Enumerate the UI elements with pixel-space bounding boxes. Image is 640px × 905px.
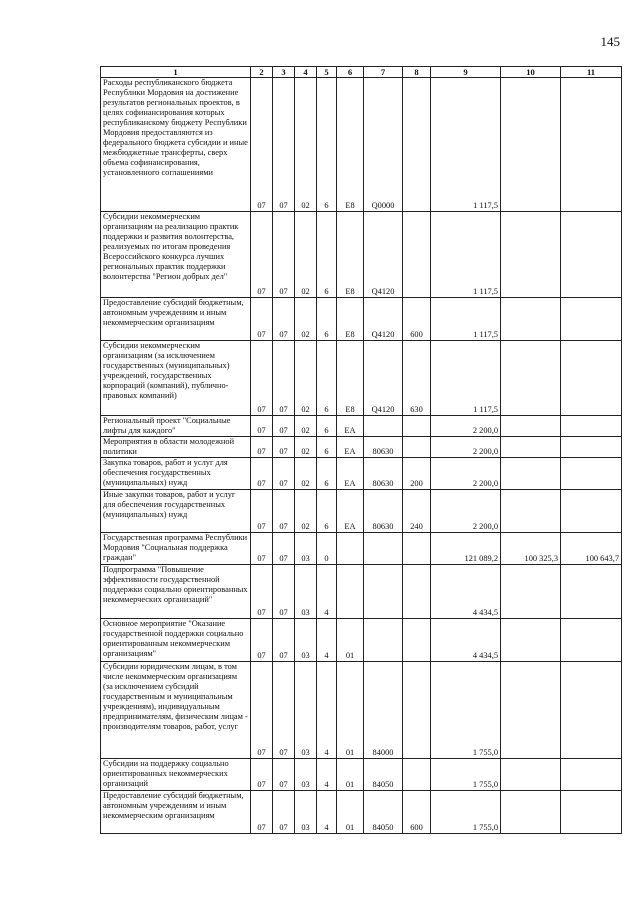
cell-c10 xyxy=(501,791,561,834)
cell-c2: 07 xyxy=(251,791,273,834)
cell-c11 xyxy=(561,341,622,416)
cell-c10 xyxy=(501,416,561,437)
row-name-cell: Расходы республиканского бюджета Республики Мордовия на достижение результатов региональных проектов, в целях софинансирования которых республиканскому бюджету Республики Мордовия предоставляются из федерального бюджета субсидии и иные межбюджетные трансферты, сверх объема софинансирования, установленного соглашениями xyxy=(101,78,251,212)
column-header-4: 4 xyxy=(295,67,317,78)
cell-c7 xyxy=(364,533,403,565)
cell-c9: 1 755,0 xyxy=(431,662,501,759)
cell-c2: 07 xyxy=(251,759,273,791)
cell-c9: 4 434,5 xyxy=(431,565,501,619)
cell-c7: 80630 xyxy=(364,458,403,490)
column-header-11: 11 xyxy=(561,67,622,78)
table-row xyxy=(101,212,622,298)
cell-c6 xyxy=(337,565,364,619)
cell-c10 xyxy=(501,565,561,619)
cell-c6: EA xyxy=(337,416,364,437)
cell-c10: 100 325,3 xyxy=(501,533,561,565)
cell-c3: 07 xyxy=(273,565,295,619)
table-row xyxy=(101,662,622,759)
cell-c2: 07 xyxy=(251,341,273,416)
cell-c4: 02 xyxy=(295,341,317,416)
table-row xyxy=(101,298,622,341)
column-header-7: 7 xyxy=(364,67,403,78)
table-row xyxy=(101,533,622,565)
cell-c7 xyxy=(364,416,403,437)
cell-c9: 2 200,0 xyxy=(431,437,501,458)
cell-c5: 6 xyxy=(317,298,337,341)
cell-c4: 02 xyxy=(295,416,317,437)
cell-c4: 03 xyxy=(295,759,317,791)
cell-c11 xyxy=(561,619,622,662)
cell-c11: 100 643,7 xyxy=(561,533,622,565)
cell-c5: 4 xyxy=(317,662,337,759)
cell-c10 xyxy=(501,662,561,759)
row-name-cell: Предоставление субсидий бюджетным, автономным учреждениям и иным некоммерческим организациям xyxy=(101,791,251,834)
cell-c8 xyxy=(403,533,431,565)
row-name-cell: Иные закупки товаров, работ и услуг для обеспечения государственных (муниципальных) нужд xyxy=(101,490,251,533)
cell-c2: 07 xyxy=(251,78,273,212)
cell-c8 xyxy=(403,759,431,791)
cell-c7: Q4120 xyxy=(364,298,403,341)
cell-c11 xyxy=(561,416,622,437)
cell-c4: 02 xyxy=(295,437,317,458)
cell-c2: 07 xyxy=(251,298,273,341)
cell-c2: 07 xyxy=(251,533,273,565)
cell-c3: 07 xyxy=(273,458,295,490)
cell-c9: 1 755,0 xyxy=(431,759,501,791)
cell-c2: 07 xyxy=(251,565,273,619)
cell-c4: 02 xyxy=(295,298,317,341)
cell-c6 xyxy=(337,533,364,565)
cell-c10 xyxy=(501,212,561,298)
cell-c3: 07 xyxy=(273,416,295,437)
cell-c7: 80630 xyxy=(364,490,403,533)
cell-c11 xyxy=(561,662,622,759)
cell-c9: 1 117,5 xyxy=(431,212,501,298)
row-name-cell: Предоставление субсидий бюджетным, автономным учреждениям и иным некоммерческим организациям xyxy=(101,298,251,341)
cell-c6: E8 xyxy=(337,341,364,416)
cell-c3: 07 xyxy=(273,437,295,458)
cell-c5: 4 xyxy=(317,619,337,662)
cell-c6: EA xyxy=(337,437,364,458)
cell-c6: 01 xyxy=(337,619,364,662)
cell-c8 xyxy=(403,212,431,298)
cell-c6: 01 xyxy=(337,759,364,791)
cell-c3: 07 xyxy=(273,533,295,565)
cell-c10 xyxy=(501,759,561,791)
table-row xyxy=(101,619,622,662)
cell-c2: 07 xyxy=(251,416,273,437)
cell-c3: 07 xyxy=(273,78,295,212)
cell-c5: 4 xyxy=(317,791,337,834)
cell-c6: E8 xyxy=(337,78,364,212)
cell-c8 xyxy=(403,565,431,619)
row-name-cell: Мероприятия в области молодежной политики xyxy=(101,437,251,458)
cell-c9: 2 200,0 xyxy=(431,416,501,437)
cell-c11 xyxy=(561,78,622,212)
cell-c4: 02 xyxy=(295,78,317,212)
cell-c4: 03 xyxy=(295,619,317,662)
cell-c11 xyxy=(561,759,622,791)
column-header-9: 9 xyxy=(431,67,501,78)
cell-c10 xyxy=(501,490,561,533)
cell-c3: 07 xyxy=(273,791,295,834)
cell-c3: 07 xyxy=(273,212,295,298)
table-row xyxy=(101,416,622,437)
cell-c11 xyxy=(561,565,622,619)
cell-c6: EA xyxy=(337,490,364,533)
cell-c11 xyxy=(561,298,622,341)
cell-c5: 4 xyxy=(317,759,337,791)
cell-c10 xyxy=(501,341,561,416)
cell-c9: 1 117,5 xyxy=(431,78,501,212)
cell-c11 xyxy=(561,437,622,458)
row-name-cell: Субсидии юридическим лицам, в том числе некоммерческим организациям (за исключением субсидий государственным и муниципальным учреждениям), индивидуальным предпринимателям, физическим лицам - производителям товаров, работ, услуг xyxy=(101,662,251,759)
cell-c8 xyxy=(403,416,431,437)
cell-c8: 200 xyxy=(403,458,431,490)
row-name-cell: Региональный проект "Социальные лифты для каждого" xyxy=(101,416,251,437)
cell-c5: 6 xyxy=(317,416,337,437)
cell-c7: 84000 xyxy=(364,662,403,759)
cell-c4: 03 xyxy=(295,791,317,834)
cell-c5: 6 xyxy=(317,437,337,458)
cell-c2: 07 xyxy=(251,490,273,533)
cell-c11 xyxy=(561,490,622,533)
cell-c2: 07 xyxy=(251,619,273,662)
cell-c6: EA xyxy=(337,458,364,490)
cell-c9: 1 755,0 xyxy=(431,791,501,834)
column-header-2: 2 xyxy=(251,67,273,78)
cell-c7 xyxy=(364,565,403,619)
table-row xyxy=(101,565,622,619)
cell-c2: 07 xyxy=(251,437,273,458)
cell-c4: 02 xyxy=(295,212,317,298)
cell-c9: 1 117,5 xyxy=(431,341,501,416)
cell-c4: 03 xyxy=(295,662,317,759)
cell-c5: 4 xyxy=(317,565,337,619)
page-number: 145 xyxy=(600,34,620,49)
cell-c2: 07 xyxy=(251,458,273,490)
cell-c10 xyxy=(501,298,561,341)
cell-c4: 02 xyxy=(295,490,317,533)
cell-c7: Q4120 xyxy=(364,212,403,298)
table-row xyxy=(101,78,622,212)
cell-c9: 121 089,2 xyxy=(431,533,501,565)
cell-c3: 07 xyxy=(273,759,295,791)
row-name-cell: Государственная программа Республики Мордовия "Социальная поддержка граждан" xyxy=(101,533,251,565)
budget-table xyxy=(100,66,622,834)
cell-c6: E8 xyxy=(337,212,364,298)
cell-c8 xyxy=(403,662,431,759)
cell-c3: 07 xyxy=(273,619,295,662)
cell-c8: 600 xyxy=(403,298,431,341)
cell-c9: 2 200,0 xyxy=(431,490,501,533)
cell-c8: 630 xyxy=(403,341,431,416)
cell-c5: 6 xyxy=(317,458,337,490)
cell-c4: 03 xyxy=(295,533,317,565)
table-row xyxy=(101,458,622,490)
table-header-row xyxy=(101,67,622,78)
row-name-cell: Закупка товаров, работ и услуг для обеспечения государственных (муниципальных) нужд xyxy=(101,458,251,490)
cell-c5: 0 xyxy=(317,533,337,565)
table-row xyxy=(101,437,622,458)
cell-c10 xyxy=(501,458,561,490)
table-row xyxy=(101,490,622,533)
cell-c3: 07 xyxy=(273,490,295,533)
cell-c4: 02 xyxy=(295,458,317,490)
column-header-10: 10 xyxy=(501,67,561,78)
cell-c2: 07 xyxy=(251,662,273,759)
row-name-cell: Субсидии на поддержку социально ориентированных некоммерческих организаций xyxy=(101,759,251,791)
cell-c5: 6 xyxy=(317,212,337,298)
cell-c7: Q0000 xyxy=(364,78,403,212)
cell-c5: 6 xyxy=(317,341,337,416)
column-header-5: 5 xyxy=(317,67,337,78)
cell-c10 xyxy=(501,78,561,212)
column-header-8: 8 xyxy=(403,67,431,78)
cell-c3: 07 xyxy=(273,341,295,416)
cell-c7 xyxy=(364,619,403,662)
column-header-3: 3 xyxy=(273,67,295,78)
row-name-cell: Подпрограмма "Повышение эффективности государственной поддержки социально ориентированных некоммерческих организаций" xyxy=(101,565,251,619)
cell-c11 xyxy=(561,458,622,490)
cell-c5: 6 xyxy=(317,78,337,212)
cell-c8 xyxy=(403,78,431,212)
cell-c6: 01 xyxy=(337,662,364,759)
cell-c7: 84050 xyxy=(364,759,403,791)
table-row xyxy=(101,791,622,834)
cell-c4: 03 xyxy=(295,565,317,619)
cell-c7: 84050 xyxy=(364,791,403,834)
cell-c8 xyxy=(403,437,431,458)
cell-c8: 600 xyxy=(403,791,431,834)
cell-c10 xyxy=(501,619,561,662)
cell-c2: 07 xyxy=(251,212,273,298)
cell-c3: 07 xyxy=(273,298,295,341)
cell-c8 xyxy=(403,619,431,662)
cell-c11 xyxy=(561,212,622,298)
cell-c9: 2 200,0 xyxy=(431,458,501,490)
row-name-cell: Субсидии некоммерческим организациям (за исключением государственных (муниципальных) учреждений, государственных корпораций (компаний), публично-правовых компаний) xyxy=(101,341,251,416)
cell-c7: 80630 xyxy=(364,437,403,458)
table-row xyxy=(101,759,622,791)
cell-c3: 07 xyxy=(273,662,295,759)
row-name-cell: Основное мероприятие "Оказание государственной поддержки социально ориентированным некоммерческим организациям" xyxy=(101,619,251,662)
cell-c9: 1 117,5 xyxy=(431,298,501,341)
cell-c11 xyxy=(561,791,622,834)
cell-c5: 6 xyxy=(317,490,337,533)
column-header-1: 1 xyxy=(101,67,251,78)
cell-c6: 01 xyxy=(337,791,364,834)
cell-c8: 240 xyxy=(403,490,431,533)
table-row xyxy=(101,341,622,416)
column-header-6: 6 xyxy=(337,67,364,78)
cell-c6: E8 xyxy=(337,298,364,341)
cell-c7: Q4120 xyxy=(364,341,403,416)
cell-c10 xyxy=(501,437,561,458)
row-name-cell: Субсидии некоммерческим организациям на реализацию практик поддержки и развития волонтерства, реализуемых по итогам проведения Всероссийского конкурса лучших региональных практик поддержки волонтерства "Регион добрых дел" xyxy=(101,212,251,298)
cell-c9: 4 434,5 xyxy=(431,619,501,662)
